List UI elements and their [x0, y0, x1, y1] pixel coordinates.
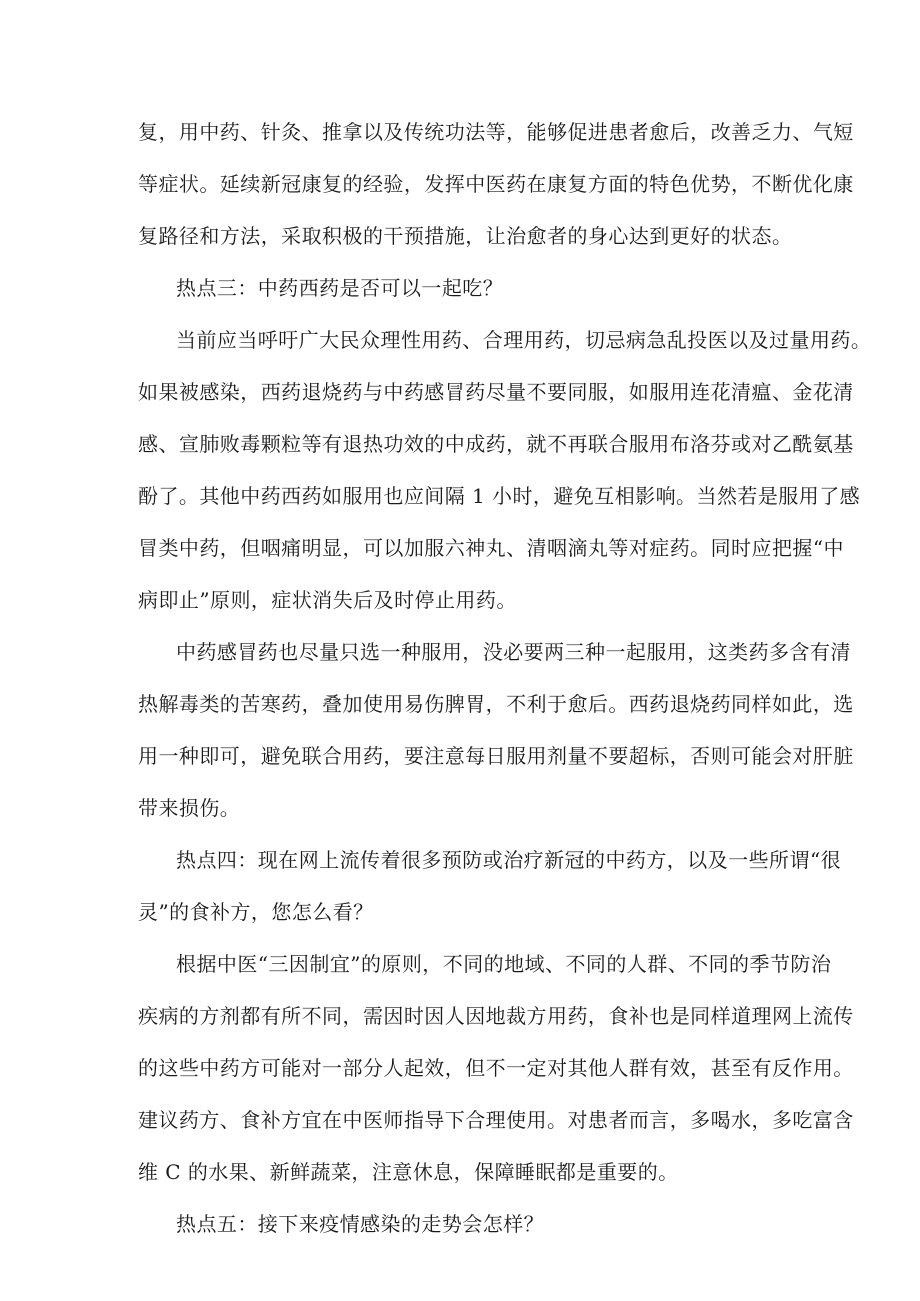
section-heading: 热点三：中药西药是否可以一起吃？ — [176, 276, 504, 300]
section-heading: 灵”的食补方，您怎么看？ — [138, 900, 374, 924]
paragraph-line: 疾病的方剂都有所不同，需因时因人因地裁方用药，食补也是同样道理网上流传 — [138, 1004, 854, 1028]
paragraph-line: 根据中医“三因制宜”的原则，不同的地域、不同的人群、不同的季节防治 — [176, 952, 832, 976]
paragraph-line: 感、宣肺败毒颗粒等有退热功效的中成药，就不再联合服用布洛芬或对乙酰氨基 — [138, 432, 854, 456]
paragraph-line: 病即止”原则，症状消失后及时停止用药。 — [138, 588, 517, 612]
paragraph-line: 酚了。其他中药西药如服用也应间隔 1 小时，避免互相影响。当然若是服用了感 — [138, 484, 861, 508]
paragraph-line: 用一种即可，避免联合用药，要注意每日服用剂量不要超标，否则可能会对肝脏 — [138, 744, 854, 768]
paragraph-line: 如果被感染，西药退烧药与中药感冒药尽量不要同服，如服用连花清瘟、金花清 — [138, 380, 854, 404]
paragraph-line: 热解毒类的苦寒药，叠加使用易伤脾胃，不利于愈后。西药退烧药同样如此，选 — [138, 692, 854, 716]
paragraph-line: 建议药方、食补方宜在中医师指导下合理使用。对患者而言，多喝水，多吃富含 — [138, 1108, 854, 1132]
paragraph-line: 复，用中药、针灸、推拿以及传统功法等，能够促进患者愈后，改善乏力、气短 — [138, 120, 854, 144]
paragraph-line: 复路径和方法，采取积极的干预措施，让治愈者的身心达到更好的状态。 — [138, 224, 793, 248]
paragraph-line: 的这些中药方可能对一部分人起效，但不一定对其他人群有效，甚至有反作用。 — [138, 1056, 854, 1080]
paragraph-line: 中药感冒药也尽量只选一种服用，没必要两三种一起服用，这类药多含有清 — [176, 640, 851, 664]
paragraph-line: 带来损伤。 — [138, 796, 241, 820]
section-heading: 热点四：现在网上流传着很多预防或治疗新冠的中药方，以及一些所谓“很 — [176, 848, 842, 872]
paragraph-line: 维 C 的水果、新鲜蔬菜，注意休息，保障睡眠都是重要的。 — [138, 1160, 679, 1184]
paragraph-line: 等症状。延续新冠康复的经验，发挥中医药在康复方面的特色优势，不断优化康 — [138, 172, 854, 196]
paragraph-line: 当前应当呼吁广大民众理性用药、合理用药，切忌病急乱投医以及过量用药。 — [176, 328, 872, 352]
paragraph-line: 冒类中药，但咽痛明显，可以加服六神丸、清咽滴丸等对症药。同时应把握“中 — [138, 536, 844, 560]
section-heading: 热点五：接下来疫情感染的走势会怎样？ — [176, 1212, 545, 1236]
